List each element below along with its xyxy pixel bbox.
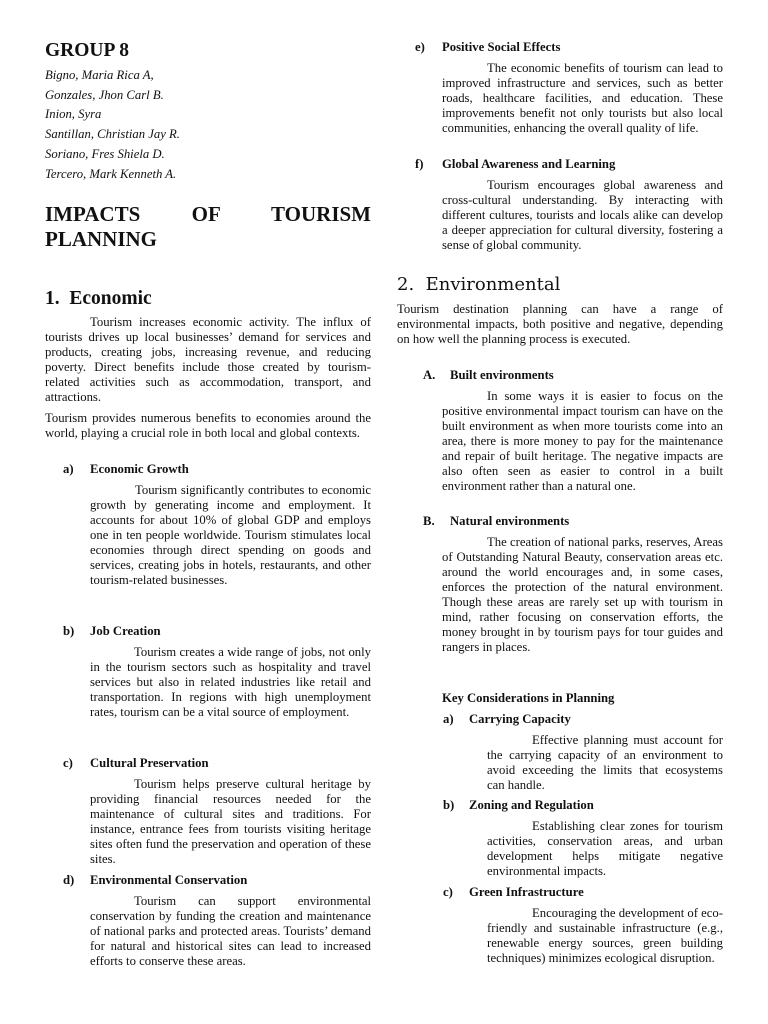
environmental-conservation-body — [90, 894, 371, 969]
positive-social-effects-body — [442, 61, 723, 136]
list-marker: f) — [415, 157, 424, 171]
subheading-title: Natural environments — [450, 514, 570, 528]
subheading-economic-growth — [63, 462, 189, 477]
subheading-positive-social-effects — [415, 40, 561, 55]
list-marker: c) — [443, 885, 453, 899]
paragraph: Tourism encourages global awareness and cross-cultural understanding. By interacting with different cultures, tourists and locals alike can develop a deeper appreciation for cultural diversity, fostering a sense of global community. — [442, 178, 723, 253]
built-environments-body — [442, 389, 723, 494]
subheading-title: Green Infrastructure — [469, 885, 584, 899]
main-title-line-1: IMPACTS OF TOURISM — [45, 202, 371, 226]
main-title-line-2: PLANNING — [45, 227, 158, 251]
subheading-title: Built environments — [450, 368, 554, 382]
list-marker: B. — [423, 514, 435, 528]
global-awareness-body — [442, 178, 723, 253]
subheading-green-infrastructure — [443, 885, 584, 900]
list-marker: c) — [63, 756, 73, 770]
subheading-carrying-capacity — [443, 712, 571, 727]
green-infrastructure-body — [487, 906, 723, 966]
subheading-zoning-regulation — [443, 798, 594, 813]
paragraph: The economic benefits of tourism can lead to improved infrastructure and services, such as better roads, healthcare facilities, and education. These improvements benefit not only tourists but also local communities, enhancing the overall quality of life. — [442, 61, 723, 136]
group-title: GROUP 8 — [45, 40, 129, 61]
subheading-environmental-conservation — [63, 873, 248, 888]
subheading-title: Cultural Preservation — [90, 756, 209, 770]
paragraph: Establishing clear zones for tourism activities, conservation areas, and urban development helps mitigate negative environmental impacts. — [487, 819, 723, 879]
paragraph: Tourism increases economic activity. The influx of tourists drives up local businesses’ demand for services and products, creating jobs, increasing revenue, and reducing poverty. Direct benefits include those created by tourism-related activities such as accommodation, transport, and attractions. — [45, 315, 371, 405]
economic-intro — [45, 315, 371, 441]
job-creation-body — [90, 645, 371, 720]
subheading-global-awareness — [415, 157, 616, 172]
paragraph: Encouraging the development of eco-friendly and sustainable infrastructure (e.g., renewable energy sources, green building techniques) minimizes ecological disruption. — [487, 906, 723, 966]
list-marker: a) — [443, 712, 454, 726]
paragraph: Tourism significantly contributes to economic growth by generating income and employment. It accounts for about 10% of global GDP and employs one in ten people worldwide. Tourism stimulates local economies through direct spending on goods and services, creating jobs in hotels, restaurants, and other tourism-related businesses. — [90, 483, 371, 588]
economic-growth-body — [90, 483, 371, 588]
subheading-built-environments — [423, 368, 554, 383]
list-marker: b) — [443, 798, 455, 812]
paragraph: Tourism creates a wide range of jobs, not only in the tourism sectors such as hospitality and travel services but also in related industries like retail and transportation. In regions with high unemployment rates, tourism can be a vital source of employment. — [90, 645, 371, 720]
zoning-regulation-body — [487, 819, 723, 879]
section-heading-economic: 1. Economic — [45, 288, 152, 309]
subheading-title: Economic Growth — [90, 462, 189, 476]
list-marker: d) — [63, 873, 75, 887]
list-marker: b) — [63, 624, 75, 638]
subheading-title: Zoning and Regulation — [469, 798, 594, 812]
subheading-cultural-preservation — [63, 756, 209, 771]
main-title — [45, 202, 371, 252]
key-considerations-heading: Key Considerations in Planning — [442, 691, 615, 705]
carrying-capacity-body — [487, 733, 723, 793]
list-marker: e) — [415, 40, 425, 54]
paragraph: Effective planning must account for the carrying capacity of an environment to avoid exceeding the limits that ecosystems can handle. — [487, 733, 723, 793]
member-name: Tercero, Mark Kenneth A. — [45, 166, 177, 181]
subheading-title: Global Awareness and Learning — [442, 157, 616, 171]
member-name: Gonzales, Jhon Carl B. — [45, 87, 164, 102]
section-heading-environmental: 2. Environmental — [397, 274, 561, 295]
list-marker: a) — [63, 462, 74, 476]
natural-environments-body — [442, 535, 723, 655]
member-name: Soriano, Fres Shiela D. — [45, 146, 165, 161]
member-name: Santillan, Christian Jay R. — [45, 127, 180, 142]
subheading-title: Carrying Capacity — [469, 712, 571, 726]
environmental-intro — [397, 302, 723, 347]
member-list — [45, 66, 371, 184]
paragraph: In some ways it is easier to focus on the positive environmental impact tourism can have on the built environment as when more tourists come into an area, there is more money to pay for the maintenance and repair of built heritage. The negative impacts are also often seen as easier to control in a built environment rather than a natural one. — [442, 389, 723, 494]
cultural-preservation-body — [90, 777, 371, 867]
subheading-job-creation — [63, 624, 161, 639]
paragraph: The creation of national parks, reserves, Areas of Outstanding Natural Beauty, conservation areas etc. around the world encourages and, in some cases, enforces the protection of the natural environment. Though these areas are rarely set up with tourism in mind, rather focusing on conservation efforts, the money brought in by tourism pays for tour guides and rangers in places. — [442, 535, 723, 655]
paragraph: Tourism can support environmental conservation by funding the creation and maintenance of national parks and protected areas. Tourists’ demand for natural and historical sites can lead to increased efforts to conserve these areas. — [90, 894, 371, 969]
subheading-title: Positive Social Effects — [442, 40, 561, 54]
paragraph: Tourism provides numerous benefits to economies around the world, playing a crucial role in both local and global contexts. — [45, 411, 371, 441]
subheading-title: Environmental Conservation — [90, 873, 248, 887]
subheading-title: Job Creation — [90, 624, 161, 638]
paragraph: Tourism destination planning can have a range of environmental impacts, both positive and negative, depending on how well the planning process is executed. — [397, 302, 723, 347]
list-marker: A. — [423, 368, 436, 382]
subheading-natural-environments — [423, 514, 570, 529]
member-name: Bigno, Maria Rica A, — [45, 68, 154, 82]
paragraph: Tourism helps preserve cultural heritage by providing financial resources needed for the maintenance of cultural sites and traditions. For instance, entrance fees from tourists visiting heritage sites often fund the preservation and operation of these sites. — [90, 777, 371, 867]
member-name: Inion, Syra — [45, 107, 102, 122]
